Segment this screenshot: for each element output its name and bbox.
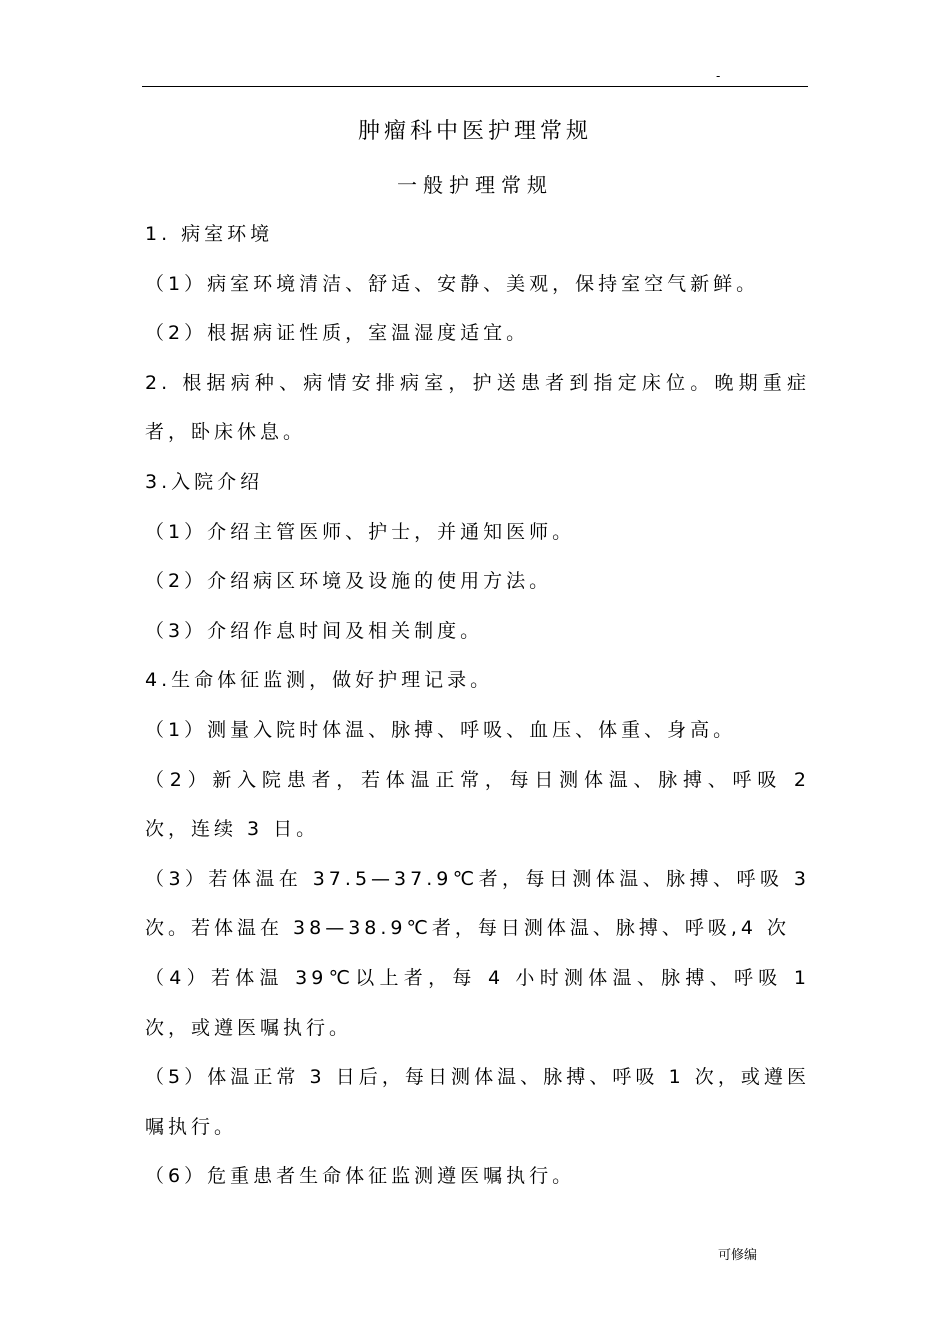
paragraph-1-1: （1）病室环境清洁、舒适、安静、美观，保持室空气新鲜。: [145, 272, 760, 295]
paragraph-4-3: （3）若体温在 37.5—37.9℃者，每日测体温、脉搏、呼吸 3 次。若体温在 38—38.9℃者，每日测体温、脉搏、呼吸,4 次: [145, 867, 810, 940]
paragraph-3-2: （2）介绍病区环境及设施的使用方法。: [145, 570, 553, 593]
document-body: [145, 210, 810, 1202]
paragraph-3-3: （3）介绍作息时间及相关制度。: [145, 619, 484, 642]
paragraph-3-1: （1）介绍主管医师、护士，并通知医师。: [145, 520, 576, 543]
paragraph-4-4: （4）若体温 39℃以上者，每 4 小时测体温、脉搏、呼吸 1 次，或遵医嘱执行。: [145, 966, 810, 1039]
header-mark: -: [716, 69, 721, 83]
document-title: 肿瘤科中医护理常规: [357, 119, 592, 144]
paragraph-4-1: （1）测量入院时体温、脉搏、呼吸、血压、体重、身高。: [145, 718, 737, 741]
paragraph-1: 1. 病室环境: [145, 223, 274, 245]
paragraph-1-2: （2）根据病证性质，室温湿度适宜。: [145, 322, 530, 345]
document-subtitle: 一般护理常规: [397, 173, 553, 197]
footer-note: 可修编: [718, 1248, 758, 1263]
paragraph-2: 2. 根据病种、病情安排病室，护送患者到指定床位。晚期重症者，卧床休息。: [145, 371, 810, 444]
paragraph-4: 4.生命体征监测，做好护理记录。: [145, 669, 494, 692]
header-rule: [142, 86, 808, 87]
paragraph-3: 3.入院介绍: [145, 470, 264, 493]
paragraph-4-5: （5）体温正常 3 日后，每日测体温、脉搏、呼吸 1 次，或遵医嘱执行。: [145, 1066, 810, 1138]
paragraph-4-2: （2）新入院患者，若体温正常，每日测体温、脉搏、呼吸 2 次，连续 3 日。: [145, 768, 810, 841]
paragraph-4-6: （6）危重患者生命体征监测遵医嘱执行。: [145, 1165, 576, 1188]
